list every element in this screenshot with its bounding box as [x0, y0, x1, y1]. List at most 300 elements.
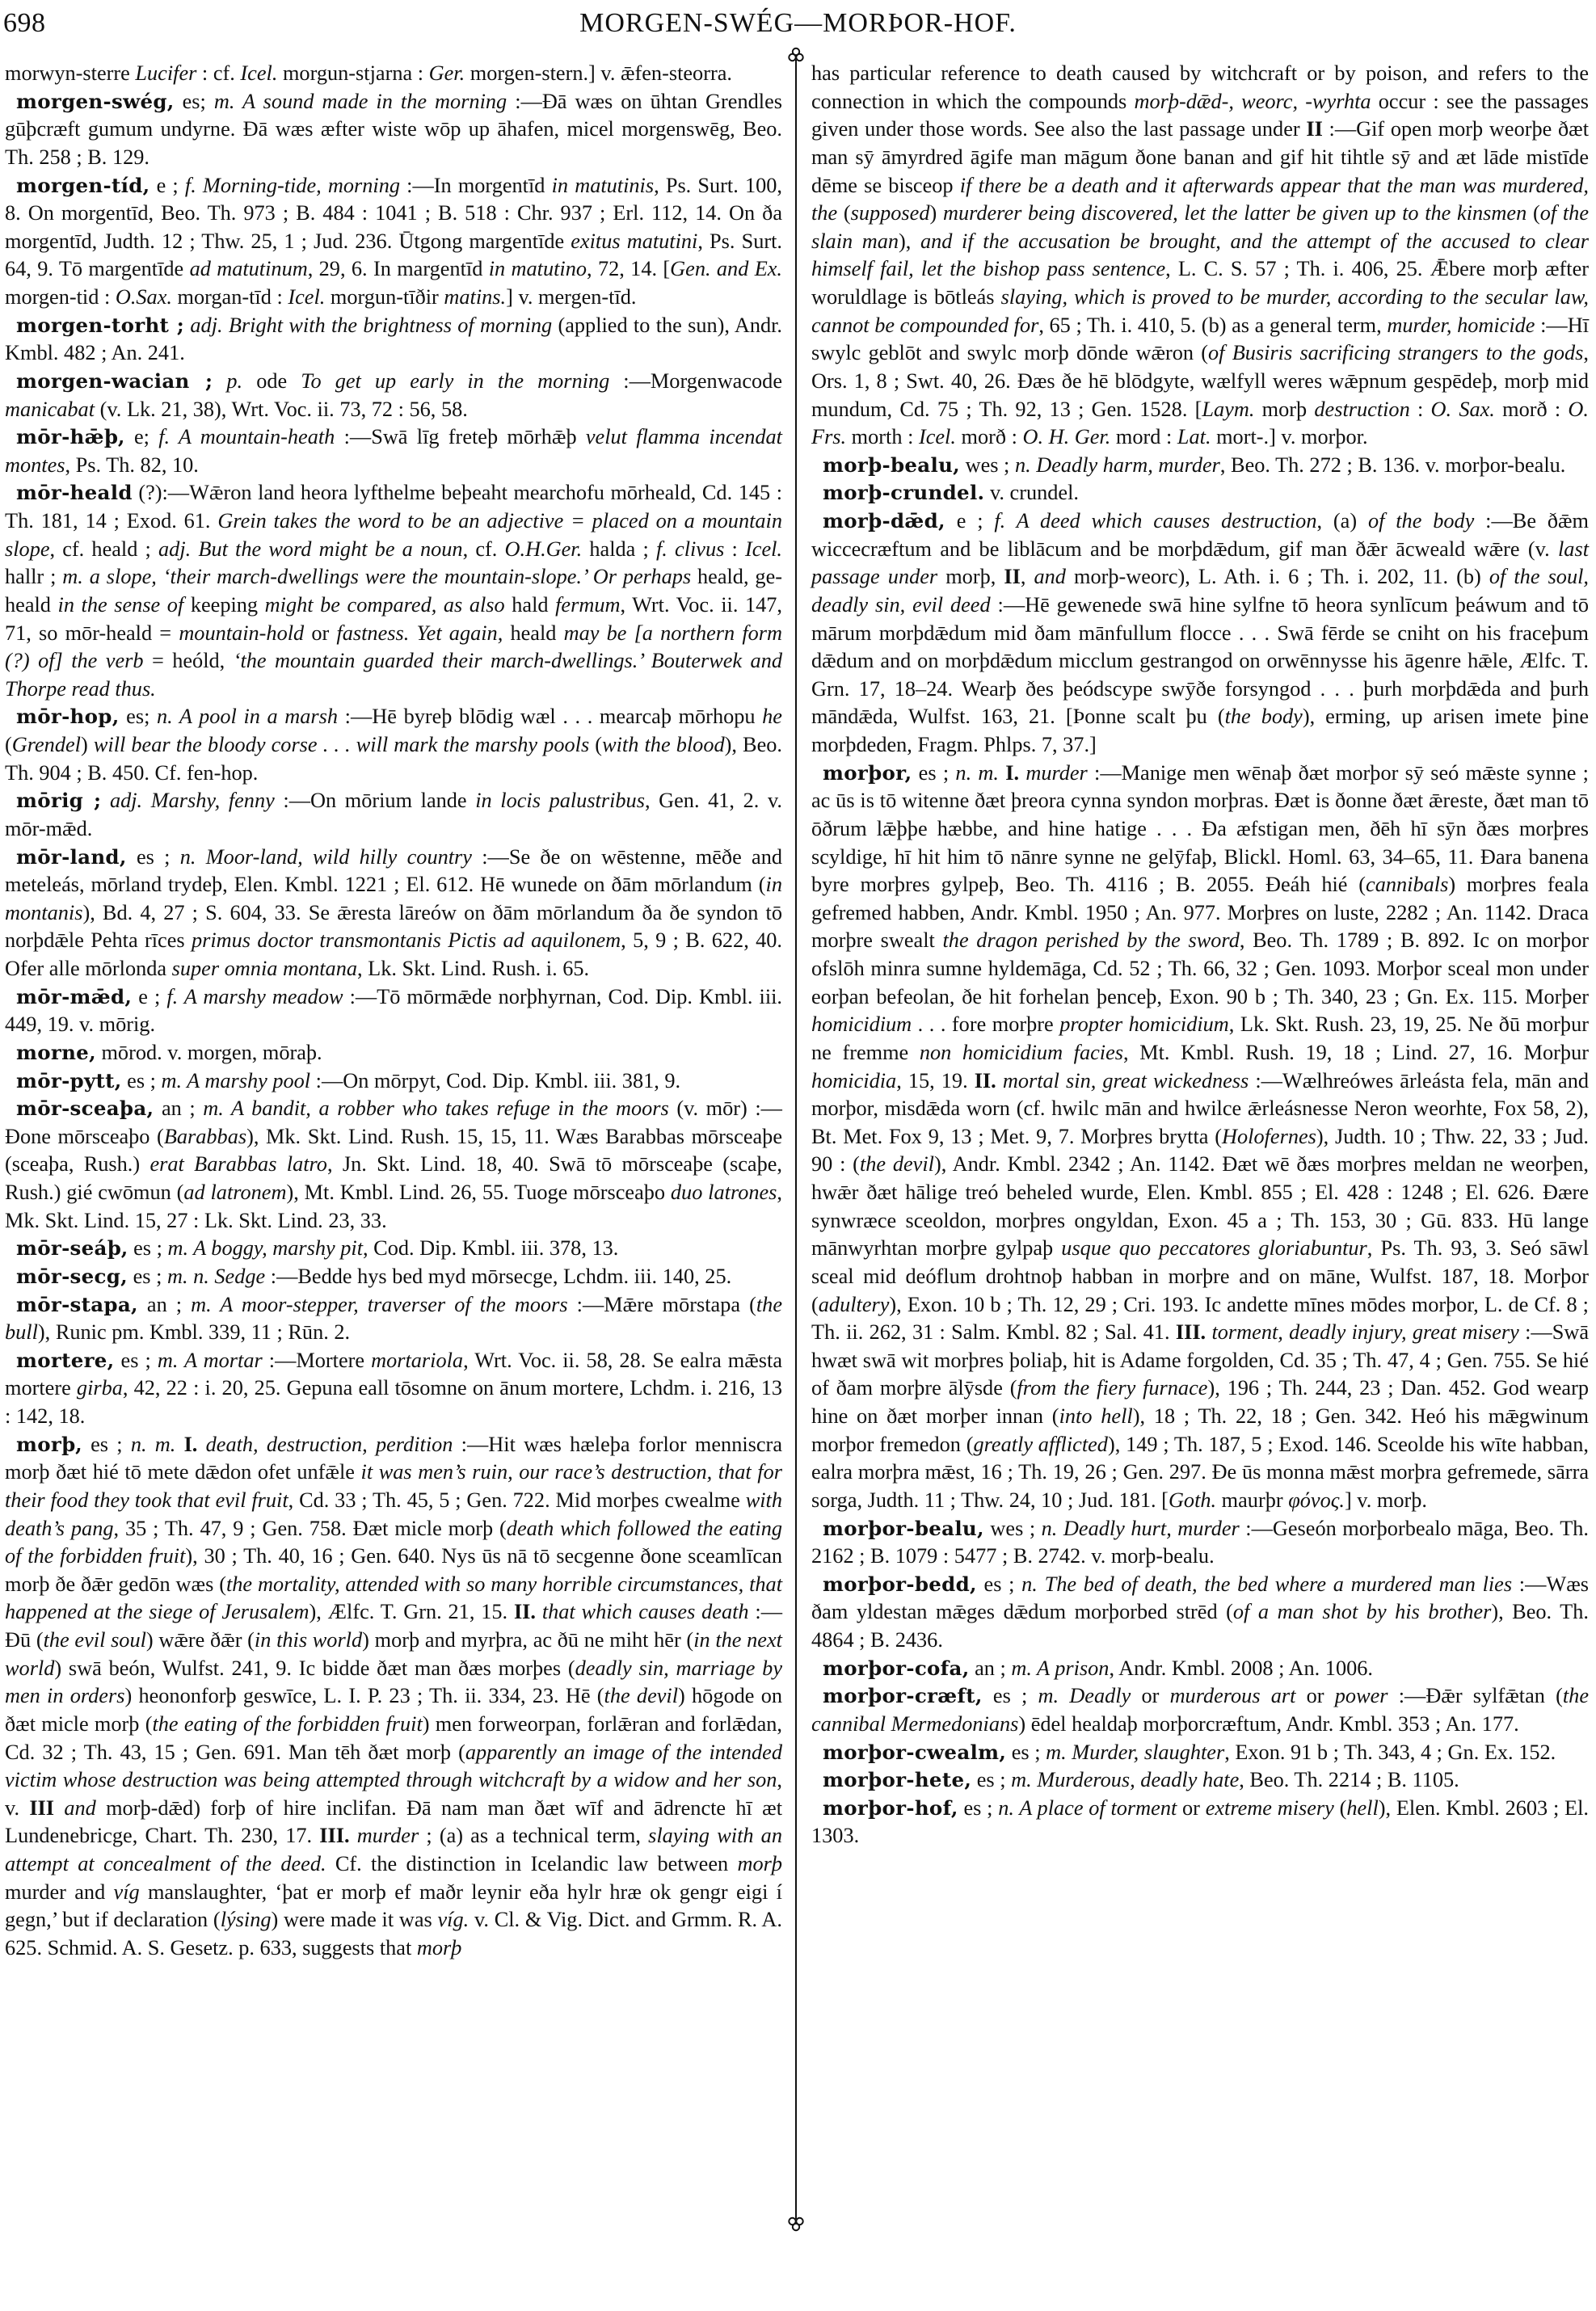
italic-text: and — [64, 1795, 96, 1820]
italic-text: and if the accusation be brought, and the attempt of the accused to clear himself fail, let the bishop pass sentence — [811, 229, 1589, 281]
dictionary-entry — [5, 983, 782, 1039]
text-run: ) heononforþ geswīce, L. I. P. 23 ; Th. ii. 334, 23. Hē ( — [124, 1684, 604, 1708]
text-run: morþ, — [937, 565, 1004, 589]
headword: morþor-bealu, — [823, 1516, 984, 1540]
text-run: es ; — [1006, 1740, 1046, 1764]
italic-text: manicabat — [5, 397, 95, 421]
italic-text: fastness. Yet again, — [336, 621, 503, 645]
italic-text: n. Deadly hurt, murder — [1041, 1516, 1240, 1540]
italic-text: of the soul, deadly sin, evil deed — [811, 565, 1589, 617]
italic-text: deadly sin, marriage by men in orders — [5, 1656, 782, 1708]
italic-text: the cannibal Mermedonians — [811, 1684, 1590, 1736]
page-header — [0, 3, 1596, 52]
headword: morgen-torht ; — [16, 313, 185, 337]
text-run: :—Ðǣr sylfǣtan ( — [1388, 1684, 1563, 1708]
dictionary-entry — [5, 1067, 782, 1096]
italic-text: m. Murderous, deadly hate — [1011, 1768, 1240, 1792]
text-run: , Ps. Th. 93, 3. Seó sāwl sceal mid deóflum drohtnoþ habban in morþre and on māne, Wulfst. 187, 18. Morþor ( — [811, 1236, 1589, 1316]
italic-text: if there be a death and it afterwards appear that the man was murdered, the — [811, 173, 1589, 225]
italic-text: power — [1334, 1684, 1388, 1708]
text-run: maurþr — [1216, 1488, 1289, 1512]
column-divider — [795, 63, 797, 2212]
italic-text: m. Murder, slaughter — [1046, 1740, 1225, 1764]
italic-text: of the body — [1367, 509, 1475, 532]
italic-text: Ger. — [428, 61, 465, 85]
italic-text: homicidia — [811, 1068, 897, 1092]
italic-text: the dragon perished by the sword — [942, 928, 1240, 953]
text-run: heald, ge-heald — [5, 565, 782, 617]
italic-text: m. A marshy pool — [161, 1068, 311, 1092]
text-run: :—Swā līg freteþ mōrhǣþ — [335, 425, 586, 449]
headword: mōr-hǣþ, — [16, 425, 125, 449]
text-run: ] v. mergen-tīd. — [506, 285, 637, 309]
italic-text: O. Sax. — [1430, 397, 1495, 421]
italic-text: duo latrones — [670, 1181, 777, 1204]
headword: mōr-land, — [16, 844, 127, 869]
text-run: :—Hit wæs hæleþa forlor menniscra morþ ðæt hié tō mete dǣdon ofet unfǣle — [5, 1432, 782, 1484]
italic-text: in matutinis — [551, 173, 655, 197]
text-run: mort-.] v. morþor. — [1211, 425, 1368, 449]
text-run: , Mk. Skt. Lind. 15, 27 : Lk. Skt. Lind. 23, 33. — [5, 1181, 782, 1232]
text-run: morgen-stern.] v. ǣfen-steorra. — [465, 61, 732, 85]
text-run: ) hōgode on ðæt micle morþ ( — [5, 1684, 782, 1736]
text-run: (v. mōr) :—Ðone mōrsceaþo ( — [5, 1097, 782, 1148]
text-run: morth : — [846, 425, 919, 449]
italic-text: might be compared, as also — [264, 592, 505, 617]
text-run: :—Hī swylc geblōt and swylc morþ dōnde wǣron ( — [811, 313, 1589, 365]
italic-text: víg. — [437, 1908, 470, 1932]
text-run: ) men forweorpan, forlǣran and forlǣdan, Cd. 32 ; Th. 43, 15 ; Gen. 691. Man tēh ðæt morþ ( — [5, 1711, 782, 1764]
text-run: ), Andr. Kmbl. 2342 ; An. 1142. Ðæt wē ðæs morþres meldan ne weorþen, hwǣr ðæt hālige treó beheled wurde, Elen. Kmbl. 855 ; El. 428 : 1248 ; El. 626. Ðære synwræce sceoldon, morþres ongyldan, Exon. 45 a ; Th. 153, 30 ; Gū. 833. Hū lange mānwyrhtan morþre gylpaþ — [811, 1152, 1589, 1261]
sense-numeral: II — [1306, 117, 1323, 141]
text-run: morþ — [1254, 397, 1315, 421]
dictionary-entry — [5, 1431, 782, 1963]
text-run — [350, 1824, 357, 1847]
italic-text: in montanis — [5, 873, 782, 924]
italic-text: destruction — [1314, 397, 1410, 421]
text-run: es ; — [114, 1348, 158, 1372]
italic-text: slaying, which is proved to be murder, according to the secular law, cannot be compounded for — [811, 285, 1590, 337]
italic-text: in matutino — [488, 257, 587, 281]
sense-numeral: III. — [319, 1824, 350, 1848]
text-run: , Wrt. Voc. ii. 58, 28. Se ealra mǣsta mortere — [5, 1348, 782, 1400]
text-run: :—In morgentīd — [400, 173, 552, 197]
dictionary-entry — [811, 1739, 1589, 1767]
text-run: :—Wælhreówes ārleásta fela, mān and morþor, misdǣda worn (cf. hwilc mān and hwilce ǣrleásnesse Neron weorhte, Fox 58, 2), Bt. Met. Fox 9, 13 ; Met. 9, 7. Morþres brytta ( — [811, 1068, 1590, 1148]
text-run: ), Ælfc. T. Grn. 21, 15. — [309, 1600, 514, 1624]
italic-text: into hell — [1059, 1404, 1133, 1428]
text-run: , Beo. Th. 2214 ; B. 1105. — [1239, 1768, 1459, 1792]
italic-text: adultery — [818, 1292, 890, 1316]
italic-text: he — [762, 705, 782, 729]
italic-text: the mortality, attended with so many horrible circumstances, that happened at the siege of Jerusalem — [5, 1572, 783, 1624]
italic-text: will bear the bloody corse . . . will mark the marshy pools — [93, 733, 590, 756]
dictionary-entry — [811, 1515, 1589, 1571]
text-run: = heóld, — [143, 649, 234, 673]
italic-text: f. A marshy meadow — [166, 984, 343, 1008]
headword: mōr-secg, — [16, 1264, 128, 1288]
text-run: , cf. — [462, 537, 505, 561]
italic-text: Laym. — [1202, 397, 1255, 421]
italic-text: mountain-hold — [179, 621, 305, 645]
text-run: , Ps. Th. 82, 10. — [65, 453, 199, 477]
italic-text: m. n. Sedge — [166, 1264, 266, 1288]
text-run: hald — [504, 592, 556, 617]
italic-text: adj. Bright with the brightness of morning — [190, 313, 553, 337]
italic-text: f. A deed which causes destruction — [994, 509, 1317, 532]
text-run: :—Se ðe on wēstenne, mēðe and meteleás, mōrland trydeþ, Elen. Kmbl. 1221 ; El. 612. Hē wunede on ðām mōrlandum ( — [5, 844, 782, 897]
text-run: ] v. morþ. — [1344, 1488, 1427, 1512]
text-run: an ; — [969, 1656, 1012, 1680]
italic-text: the evil soul — [43, 1628, 146, 1652]
italic-text: of a man shot by his brother — [1232, 1600, 1492, 1624]
text-run: :—Mǣre mōrstapa ( — [567, 1292, 756, 1316]
dictionary-entry — [5, 423, 782, 479]
italic-text: Goth. — [1168, 1488, 1217, 1512]
text-run: , L. C. S. 57 ; Th. i. 406, 25. Ǣbere morþ æfter woruldlage is bōtleás — [811, 257, 1589, 309]
headword: morþor-hete, — [823, 1768, 972, 1792]
italic-text: morþ-dǣd-, weorc, -wyrhta — [1134, 89, 1371, 113]
text-run: :—Wæs ðam yldestan mǣges dǣdum morþorbed strēd ( — [811, 1572, 1589, 1624]
text-run: , Mt. Kmbl. Rush. 19, 18 ; Lind. 27, 16. Morþur — [1123, 1040, 1589, 1064]
headword: morþor-cwealm, — [823, 1740, 1007, 1764]
text-run: e ; — [945, 509, 995, 532]
italic-text: murder, homicide — [1387, 313, 1535, 337]
continued-entry — [811, 60, 1589, 452]
text-run: , 42, 22 : i. 20, 25. Gepuna eall tōsomne on ānum mortere, Lchdm. i. 216, 13 : 142, 18. — [5, 1376, 783, 1428]
text-run — [213, 369, 226, 393]
text-run: es ; — [128, 1264, 167, 1288]
sense-numeral: III — [29, 1795, 55, 1820]
text-run: es; — [174, 89, 214, 113]
text-run: , 65 ; Th. i. 410, 5. (b) as a general term, — [1038, 313, 1388, 337]
italic-text: Holofernes — [1222, 1124, 1316, 1148]
text-run: manslaughter, ‘þat er morþ ef maðr leynir eða hylr hræ ok gengr eigi í gegn,’ but if declaration ( — [5, 1880, 782, 1932]
text-run: ), Bd. 4, 27 ; S. 604, 33. Se ǣresta lāreów on ðām mōrlandum ða ðe syndon tō norþdǣle Pehta rīces — [5, 900, 782, 953]
text-run — [996, 1069, 1003, 1092]
italic-text: extreme misery — [1205, 1795, 1334, 1820]
italic-text: with death’s pang — [5, 1488, 782, 1540]
text-run: v. crundel. — [984, 481, 1079, 505]
text-run: , Andr. Kmbl. 2008 ; An. 1006. — [1109, 1656, 1373, 1680]
italic-text: last passage under — [811, 537, 1589, 589]
text-run: es ; — [982, 1684, 1038, 1708]
continued-entry — [5, 60, 782, 88]
italic-text: slaying with an attempt at concealment of the deed. — [5, 1824, 782, 1875]
italic-text: usque quo peccatores gloriabuntur — [1061, 1236, 1367, 1261]
headword: morþor-hof, — [823, 1795, 958, 1820]
dictionary-entry — [5, 312, 782, 368]
italic-text: n. A pool in a marsh — [157, 705, 339, 729]
italic-text: O.Sax. — [115, 285, 172, 309]
headword: morþ, — [16, 1432, 82, 1456]
headword: morne, — [16, 1040, 96, 1064]
italic-text: homicidium — [811, 1012, 912, 1037]
text-run: wes ; — [983, 1516, 1042, 1540]
text-run: ), 18 ; Th. 22, 18 ; Gen. 342. Heó his mǣgwinum morþor fremedon ( — [811, 1404, 1590, 1456]
italic-text: morþ — [416, 1935, 462, 1960]
text-run: , Exon. 91 b ; Th. 343, 4 ; Gn. Ex. 152. — [1224, 1740, 1556, 1764]
dictionary-entry — [5, 1039, 782, 1067]
italic-text: from the fiery furnace — [1017, 1376, 1208, 1400]
dictionary-entry — [811, 1571, 1589, 1655]
italic-text: mortal sin, great wickedness — [1002, 1068, 1249, 1092]
text-run: es ; — [971, 1768, 1012, 1792]
dictionary-entry — [811, 1766, 1589, 1795]
italic-text: erat Barabbas latro — [149, 1152, 327, 1177]
text-run: :—Ðū ( — [5, 1600, 782, 1652]
headword: mōr-heald — [16, 481, 133, 505]
italic-text: the body — [1224, 705, 1303, 729]
text-run: , v. — [5, 1768, 782, 1820]
italic-text: n. Deadly harm, murder — [1014, 453, 1220, 477]
headword: mōr-pytt, — [16, 1068, 122, 1092]
text-run: , Jn. Skt. Lind. 18, 40. Swā tō mōrsceaþe (scaþe, Rush.) gié cwōmun ( — [5, 1152, 782, 1204]
headword: morþ-dǣd, — [823, 509, 945, 532]
text-run: mord : — [1110, 425, 1177, 449]
italic-text: that which causes death — [541, 1600, 749, 1624]
headword: mōr-mǣd, — [16, 984, 133, 1008]
sense-numeral: I. — [1005, 760, 1020, 785]
italic-text: ‘the mountain guarded their march-dwellings.’ Bouterwek and Thorpe read thus. — [5, 649, 782, 701]
italic-text: m. A moor-stepper, traverser of the moors — [191, 1292, 568, 1316]
text-run: , 5, 9 ; B. 622, 40. Ofer alle mōrlonda — [5, 928, 783, 980]
dictionary-entry — [5, 1263, 782, 1291]
italic-text: exitus matutini — [571, 229, 698, 253]
text-run: ), Beo. Th. 904 ; B. 450. Cf. fen-hop. — [5, 733, 782, 785]
italic-text: φόνος. — [1288, 1488, 1345, 1512]
text-run: morð : — [1494, 397, 1569, 421]
text-run: ) — [80, 733, 94, 756]
italic-text: death which followed the eating of the forbidden fruit — [5, 1516, 782, 1568]
italic-text: O. H. Ger. — [1022, 425, 1111, 449]
italic-text: p. — [226, 368, 243, 393]
text-run: : cf. — [196, 61, 241, 85]
italic-text: n. m. — [955, 760, 999, 785]
italic-text: in this world — [254, 1628, 363, 1652]
italic-text: matins. — [444, 285, 507, 309]
text-run: :—On mōrpyt, Cod. Dip. Kmbl. iii. 381, 9. — [310, 1068, 681, 1092]
italic-text: lýsing — [220, 1908, 272, 1932]
text-run: . . . fore morþre — [912, 1012, 1060, 1037]
headword: morþor-cræft, — [823, 1684, 983, 1708]
text-run — [54, 1796, 64, 1820]
dictionary-entry — [5, 172, 782, 312]
italic-text: f. A mountain-heath — [158, 425, 335, 449]
text-run: e ; — [132, 984, 167, 1008]
text-run: morgen-tid : — [5, 285, 116, 309]
italic-text: ad matutinum — [189, 257, 308, 281]
italic-text: O.H.Ger. — [504, 537, 583, 561]
italic-text: primus doctor transmontanis Pictis ad aquilonem — [191, 928, 621, 953]
text-run: , Ps. Surt. 64, 9. Tō margentīde — [5, 229, 782, 281]
running-head: MORGEN-SWÉG—MORÞOR-HOF. — [579, 8, 1017, 38]
text-run: :—Ðā wæs on ūhtan Grendles gūþcræft gumum undyrne. Ðā wæs æfter wiste wōp up āhafen, micel morgenswēg, Beo. Th. 258 ; B. 129. — [5, 89, 782, 169]
text-run: :—Bedde hys bed myd mōrsecge, Lchdm. iii. 140, 25. — [265, 1264, 732, 1288]
text-run: heald — [503, 621, 564, 645]
text-run: morþ-weorc), L. Ath. i. 6 ; Th. i. 202, 11. (b) — [1065, 565, 1489, 589]
italic-text: Lucifer — [135, 61, 197, 85]
text-run: , (a) — [1316, 509, 1368, 532]
dictionary-entry — [5, 1291, 782, 1347]
text-run: es ; — [958, 1795, 999, 1820]
text-run: ( — [1527, 201, 1540, 225]
text-run: :—Be ðǣm wiccecræftum and be liblācum and be morþdǣdum, gif man ðǣr ācweald wǣre (v. — [811, 509, 1589, 561]
dictionary-entry — [5, 844, 782, 983]
text-run: ) were made it was — [271, 1908, 438, 1932]
text-run: es ; — [912, 760, 956, 785]
text-run: ), Judth. 10 ; Thw. 22, 33 ; Jud. 90 : ( — [811, 1124, 1589, 1177]
text-run: mōrod. v. morgen, mōraþ. — [95, 1040, 322, 1064]
text-run: ) — [929, 201, 943, 225]
text-run: (v. Lk. 21, 38), Wrt. Voc. ii. 73, 72 : 56, 58. — [95, 397, 468, 421]
text-run: , 29, 6. In margentīd — [307, 257, 489, 281]
dictionary-entry — [811, 760, 1589, 1515]
text-run: keeping — [183, 592, 265, 617]
headword: morþor, — [823, 760, 912, 785]
italic-text: death, destruction, perdition — [205, 1432, 453, 1456]
italic-text: it was men’s ruin, our race’s destruction, that for their food they took that evil fruit — [5, 1460, 782, 1512]
italic-text: adj. Marshy, fenny — [109, 789, 275, 813]
italic-text: murder — [356, 1824, 419, 1848]
text-run: ( — [589, 733, 603, 756]
italic-text: m. Deadly — [1038, 1684, 1131, 1708]
italic-text: cannibals — [1366, 873, 1449, 897]
dictionary-entry — [5, 1347, 782, 1431]
text-run: (?):—Wǣron land heora lyfthelme beþeaht mearchofu mōrheald, Cd. 145 : Th. 181, 14 ; Exod. 61. — [5, 481, 782, 532]
text-run: , Beo. Th. 272 ; B. 136. v. morþor-bealu. — [1219, 453, 1566, 477]
dictionary-entry — [5, 88, 782, 172]
text-run — [536, 1600, 542, 1623]
headword: mōr-sceaþa, — [16, 1097, 154, 1121]
text-run: hallr ; — [5, 565, 63, 589]
italic-text: in locis palustribus — [475, 789, 645, 813]
text-run: :—Gif open morþ weorþe ðæt man sȳ āmyrdred āgife man māgum ðone banan and gif hit tihtle sȳ and æt lāde mistīde dēme se bisceop — [811, 117, 1589, 197]
text-run: , Cod. Dip. Kmbl. iii. 378, 13. — [363, 1236, 619, 1261]
text-run: morgan-tīd : — [171, 285, 288, 309]
text-run: , Cd. 33 ; Th. 45, 5 ; Gen. 722. Mid morþes cwealme — [288, 1488, 746, 1512]
italic-text: non homicidium facies — [919, 1040, 1124, 1064]
italic-text: the devil — [859, 1152, 934, 1177]
text-run: or — [1177, 1795, 1206, 1820]
italic-text: ad latronem — [183, 1181, 287, 1204]
italic-text: hell — [1346, 1795, 1379, 1820]
italic-text: m. A bandit, a robber who takes refuge in the moors — [203, 1097, 669, 1121]
italic-text: Lat. — [1177, 425, 1211, 449]
text-run — [101, 789, 110, 812]
dictionary-entry — [5, 1235, 782, 1263]
italic-text: murder — [1025, 760, 1088, 785]
text-run: :—On mōrium lande — [274, 789, 476, 813]
text-run: (applied to the sun), Andr. Kmbl. 482 ; An. 241. — [5, 313, 782, 365]
text-run: :—Hē gewenede swā hine sylfne tō heora synlīcum þeáwum and tō mārum morþdǣdum mid ðam mānfullum flocce . . . Swā fērde se cniht on his fraceþum dǣdum and on morþdǣdum micclum gestrangod on orwēnnysse his āgenre hǣle, Ælfc. T. Grn. 17, 18–24. Wearþ ðes þeódscype swȳðe forsyngod . . . þurh morþdǣda and þurh māndǣda, Wulfst. 163, 21. [Þonne scalt þu ( — [811, 592, 1589, 729]
italic-text: f. clivus — [655, 537, 725, 561]
italic-text: adj. But the word might be a noun — [158, 537, 463, 561]
italic-text: n. Moor-land, wild hilly country — [179, 844, 472, 869]
left-column — [5, 60, 782, 1963]
text-run: , Lk. Skt. Lind. Rush. i. 65. — [357, 957, 590, 980]
italic-text: Barabbas — [163, 1124, 247, 1148]
text-run — [999, 761, 1005, 785]
text-run: , Gen. 41, 2. v. mōr-mǣd. — [5, 789, 782, 840]
dictionary-entry — [5, 1095, 782, 1235]
right-column — [811, 60, 1589, 1850]
text-run: ), 30 ; Th. 40, 16 ; Gen. 640. Nys ūs nā tō secgenne ðone sceamlīcan morþ ðe ðǣr gedōn wæs ( — [5, 1544, 782, 1596]
italic-text: torment, deadly injury, great misery — [1211, 1320, 1519, 1345]
italic-text: murderer being discovered, let the latter be given up to the kinsmen — [942, 201, 1527, 225]
dictionary-entry — [811, 1795, 1589, 1850]
text-run: ; (a) as a technical term, — [419, 1824, 649, 1848]
italic-text: in the sense of — [57, 592, 184, 617]
italic-text: n. The bed of death, the bed where a murdered man lies — [1021, 1572, 1513, 1596]
italic-text: apparently an image of the intended victim whose destruction was being attempted through witchcraft by a widow and her son — [5, 1740, 782, 1792]
sense-numeral: II. — [974, 1068, 996, 1092]
dictionary-entry — [5, 479, 782, 703]
text-run: , Ps. Surt. 100, 8. On morgentīd, Beo. Th. 973 ; B. 484 : 1041 ; B. 518 : Chr. 937 ; Erl. 112, 14. On ða morgentīd, Judth. 12 ; Thw. 25, 1 ; Jud. 236. Ūtgong margentīde — [5, 173, 782, 253]
text-run: ), Exon. 10 b ; Th. 12, 29 ; Cri. 193. Ic andette mīnes mōdes morþor, L. de Cf. 8 ; Th. ii. 262, 31 : Salm. Kmbl. 82 ; Sal. 41. — [811, 1292, 1589, 1345]
italic-text: and — [1034, 565, 1066, 589]
italic-text: m. A prison — [1011, 1656, 1110, 1680]
italic-text: mortariola — [371, 1348, 464, 1372]
italic-text: Icel. — [288, 285, 326, 309]
text-run: ), Elen. Kmbl. 2603 ; El. 1303. — [811, 1795, 1589, 1848]
text-run: ode — [242, 368, 301, 393]
headword: morþ-crundel. — [823, 481, 985, 505]
italic-text: O. Frs. — [811, 397, 1589, 449]
text-run: ), — [899, 229, 920, 253]
headword: morgen-wacian ; — [16, 368, 213, 393]
italic-text: n. A place of torment — [998, 1795, 1177, 1820]
text-run — [175, 1433, 183, 1456]
text-run: :—Hē byreþ blōdig wæl . . . mearcaþ mōrhopu — [338, 705, 763, 729]
italic-text: of the slain man — [811, 201, 1589, 253]
italic-text: fermum — [555, 592, 621, 617]
italic-text: Grein takes the word to be an adjective = placed on a mountain slope — [5, 509, 783, 561]
text-run: es ; — [121, 1068, 162, 1092]
italic-text: propter homicidium — [1059, 1012, 1229, 1037]
italic-text: m. A boggy, marshy pit — [167, 1236, 364, 1261]
italic-text: m. A mortar — [157, 1348, 263, 1372]
italic-text: m. a slope, ‘their march-dwellings were the mountain-slope.’ Or perhaps — [62, 565, 692, 589]
italic-text: velut flamma incendat montes — [5, 425, 782, 477]
text-run: morð : — [955, 425, 1023, 449]
italic-text: of Busiris sacrificing strangers to the gods — [1208, 341, 1584, 365]
text-run: es ; — [128, 1236, 168, 1261]
text-run: morwyn-sterre — [5, 61, 136, 85]
headword: morgen-tíd, — [16, 173, 150, 197]
text-run: : — [724, 537, 746, 561]
text-run — [197, 1433, 205, 1456]
dictionary-entry — [5, 787, 782, 843]
text-run: e; — [124, 425, 159, 449]
sense-numeral: II. — [513, 1600, 536, 1624]
italic-text: supposed — [850, 201, 930, 225]
italic-text: To get up early in the morning — [301, 368, 610, 393]
dictionary-entry — [5, 703, 782, 787]
text-run: or — [1295, 1684, 1335, 1708]
italic-text: Icel. — [745, 537, 782, 561]
text-run: wes ; — [960, 453, 1015, 477]
headword: mortere, — [16, 1348, 115, 1372]
text-run: , 72, 14. [ — [587, 257, 671, 281]
text-run: :—Manige men wēnaþ ðæt morþor sȳ seó mǣste synne ; ac ūs is tō witenne ðæt þreora cynna syndon morþras. Ðæt is ðonne ðæt ǣreste, ðæt man tō ōðrum lǣþþe hæbbe, and hine hatige . . . Ða æfstigan men, ðēh hī sȳn ðæs morþres scyldige, hī hit him tō nānre synne ne gelȳfaþ, Blickl. Homl. 63, 34–65, 11. Ðara banena byre morþres gylpeþ, Beo. Th. 4116 ; B. 2055. Ðeáh hié ( — [811, 760, 1589, 897]
text-run: , — [1020, 565, 1034, 589]
headword: mōr-stapa, — [16, 1292, 138, 1316]
text-run: ), 149 ; Th. 187, 5 ; Exod. 146. Sceolde his wīte habban, ealra morþra mǣst, 16 ; Th. 19, 26 ; Gen. 297. Ðe ūs monna mǣst morþra gefremede, sārra sorga, Judth. 11 ; Thw. 24, 10 ; Jud. 181. [ — [811, 1432, 1589, 1512]
text-run: , 35 ; Th. 47, 9 ; Gen. 758. Ðæt micle morþ ( — [113, 1516, 507, 1540]
text-run: an ; — [154, 1097, 204, 1121]
text-run: es ; — [82, 1432, 131, 1456]
